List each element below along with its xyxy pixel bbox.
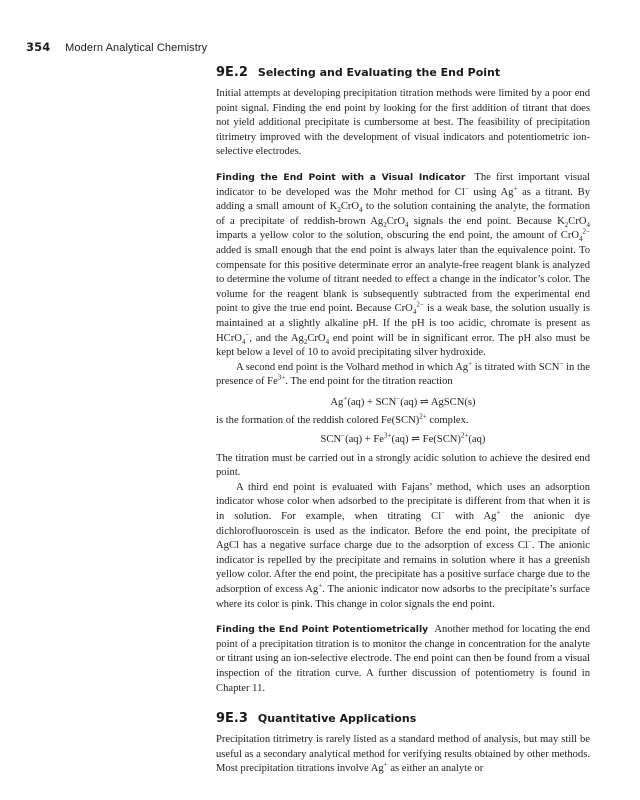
section-number: 9E.3 [216,711,248,727]
subheading-visual-indicator: Finding the End Point with a Visual Indicator [216,171,466,183]
running-head [26,40,207,54]
potentiometric-paragraph: Finding the End Point Potentiometrically Another method for locating the end point of a precipitation titration is to monitor the change in concentration for the analyte or titrant using an ion-selective electrode. The end point can then be found from a visual inspection of the titration curve. A further discussion of potentiometry is found in Chapter 11. [216,624,590,694]
intro-paragraph: Initial attempts at developing precipitation titration methods were limited by a poor end point signal. Finding the end point by looking for the first addition of titrant that does not yield additional precipitate is cumbersome at best. The feasibility of precipitation titrimetry improved with the development of visual indicators and potentiometric ion-selective electrodes. [216,88,590,158]
section-heading-9e2 [216,64,590,81]
book-title: Modern Analytical Chemistry [65,42,208,54]
section-number: 9E.2 [216,65,248,80]
acidic-solution-paragraph: The titration must be carried out in a strongly acidic solution to achieve the desired end point. [216,452,590,479]
subheading-potentiometric: Finding the End Point Potentiometrically [216,624,429,636]
volhard-paragraph: A second end point is the Volhard method in which Ag+ is titrated with SCN− in the presence of $Fe^{3+}$. The end point for the titration reaction [216,359,590,388]
text-column [216,64,590,777]
equation-iron-thiocyanate: $SCN^-(aq) + Fe^{3+}(aq)$ ⇌ Fe(SCN)$^{2+}$(aq) [320,431,486,446]
section-heading-9e3 [216,710,590,727]
equation-silver-thiocyanate: Ag+(aq) + SCN−(aq) ⇌ AgSCN(s) [330,394,476,408]
visual-indicator-paragraph: Finding the End Point with a Visual Indicator The first important visual indicator to be developed was the Mohr method for Cl− using Ag+ as a titrant. By adding a small amount of $K_2CrO_4$ to the solution containing the analyte, the formation of a precipitate of reddish-brown $Ag_2CrO_4$ signals the end point. Because $K_2CrO_4$ imparts a yellow color to the solution, obscuring the end point, the amount of CrO$_4^{2-}$ added is small enough that the end point is always later than the equivalence point. To compensate for this positive determinate error an analyte-free reagent blank is analyzed to determine the volume of titrant needed to effect a change in the indicator’s color. The volume for the reagent blank is subsequently subtracted from the experimental end point to give the true end point. Because CrO$_4^{2-}$ is a weak base, the solution usually is maintained at a slightly alkaline pH. If the pH is too acidic, chromate is present as HCrO$_4$−, and the $Ag_2CrO_4$ end point will be in significant error. The pH also must be kept below a level of 10 to avoid precipitating silver hydroxide. [216,171,591,359]
section-title: Selecting and Evaluating the End Point [257,66,501,79]
complex-sentence: is the formation of the reddish colored Fe(SCN)$^{2+}$ complex. [216,412,469,427]
page-number: 354 [26,40,51,54]
section-title: Quantitative Applications [257,712,417,726]
fajans-paragraph: A third end point is evaluated with Fajans’ method, which uses an adsorption indicator whose color when adsorbed to the precipitate is different from that when it is in solution. For example, when titrating Cl− with Ag+ the anionic dye dichlorofluoroscein is used as the indicator. Before the end point, the precipitate of AgCl has a negative surface charge due to the adsorption of excess Cl−. The anionic indicator is repelled by the precipitate and remains in solution where it has a greenish yellow color. After the end point, the precipitate has a positive surface charge due to the adsorption of excess Ag+. The anionic indicator now adsorbs to the precipitate’s surface where its color is pink. This change in color signals the end point. [216,481,590,610]
quantitative-applications-paragraph: Precipitation titrimetry is rarely listed as a standard method of analysis, but may still be useful as a secondary analytical method for verifying results obtained by other methods. Most precipitation titrations involve Ag+ as either an analyte or [216,734,590,775]
